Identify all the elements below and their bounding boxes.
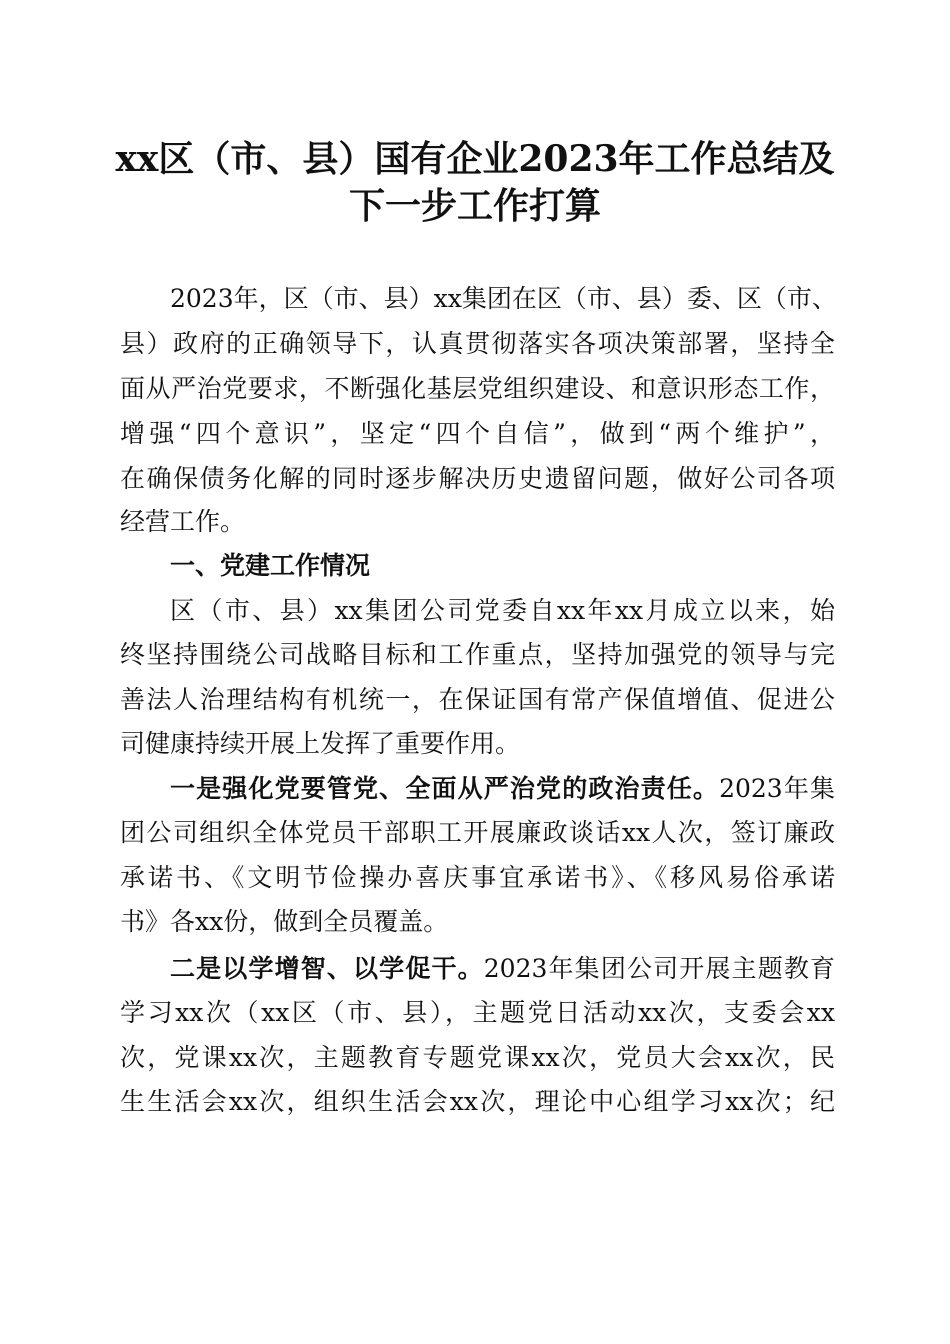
point2-line1-rest: 2023年集团公司开展主题教育 [483,954,835,983]
section1-line-1: 区（市、县）xx集团公司党委自xx年xx月成立以来，始 [170,596,835,625]
section1-line-2: 终坚持围绕公司战略目标和工作重点，坚持加强党的领导与完 [120,640,835,669]
intro-line-5: 在确保债务化解的同时逐步解决历史遗留问题，做好公司各项 [120,464,835,493]
point1-line-4: 书》各xx份，做到全员覆盖。 [120,907,449,936]
point1-line-1 [170,772,835,806]
document-title-line-1: xx区（市、县）国有企业2023年工作总结及 [115,138,835,180]
point1-lead: 一是强化党要管党、全面从严治党的政治责任。 [170,774,720,803]
intro-line-1: 2023年，区（市、县）xx集团在区（市、县）委、区（市、 [170,284,837,313]
point1-line-3: 承诺书、《文明节俭操办喜庆事宜承诺书》、《移风易俗承诺 [120,863,835,892]
intro-line-6: 经营工作。 [120,507,246,536]
intro-line-2: 县）政府的正确领导下，认真贯彻落实各项决策部署，坚持全 [120,329,835,358]
section1-line-3: 善法人治理结构有机统一，在保证国有常产保值增值、促进公 [120,685,835,714]
document-title-line-2: 下一步工作打算 [348,185,601,227]
point2-line-3: 次，党课xx次，主题教育专题党课xx次，党员大会xx次，民 [120,1043,835,1072]
point1-line-2: 团公司组织全体党员干部职工开展廉政谈话xx人次，签订廉政 [120,818,835,847]
intro-line-3: 面从严治党要求，不断强化基层党组织建设、和意识形态工作， [120,374,835,403]
point2-line-4: 生生活会xx次，组织生活会xx次，理论中心组学习xx次；纪 [120,1087,835,1116]
point2-line-2: 学习xx次（xx区（市、县），主题党日活动xx次，支委会xx [120,998,835,1027]
section-heading-party-building: 一、党建工作情况 [170,551,371,580]
point1-line1-rest: 2023年集 [719,774,835,803]
point2-lead: 二是以学增智、以学促干。 [170,954,484,983]
intro-line-4: 增强“四个意识”，坚定“四个自信”，做到“两个维护”， [120,419,835,448]
section1-line-4: 司健康持续开展上发挥了重要作用。 [120,729,521,758]
point2-line-1 [170,952,835,986]
